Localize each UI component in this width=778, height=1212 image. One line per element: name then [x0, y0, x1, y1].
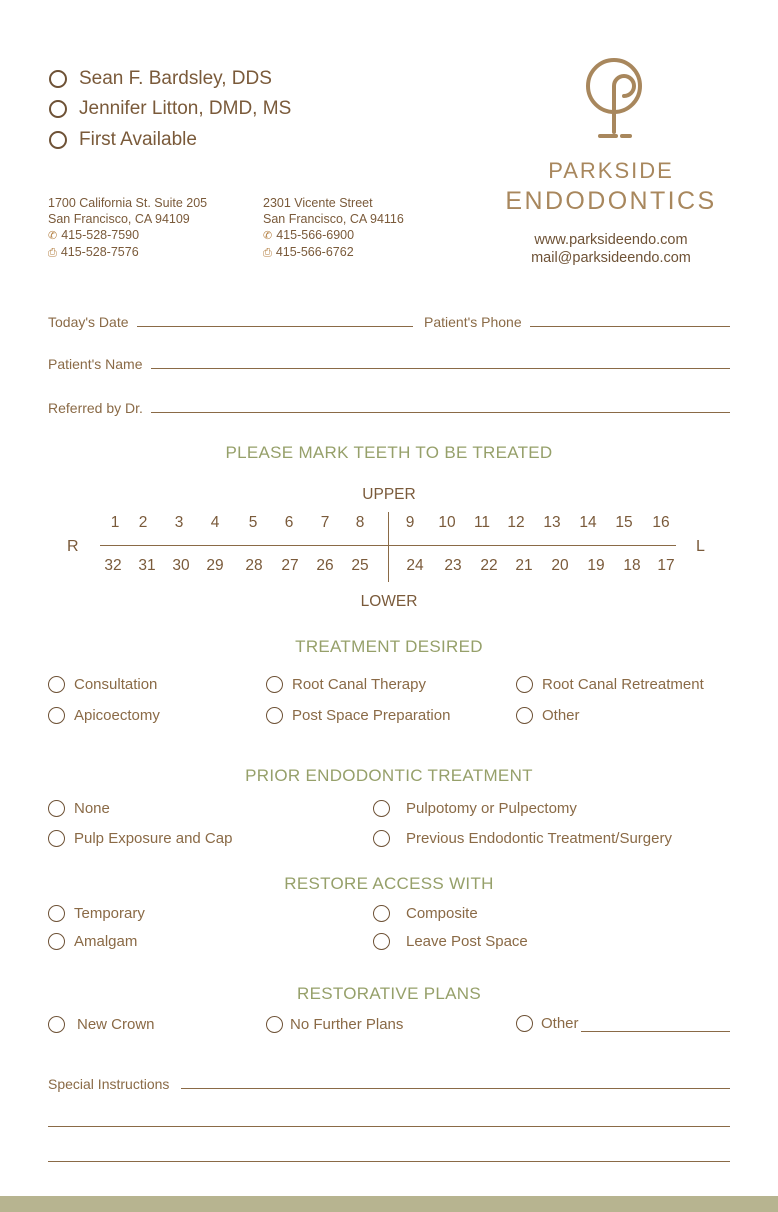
email-link[interactable]: mail@parksideendo.com	[531, 250, 691, 266]
upper-tooth-4[interactable]: 4	[210, 514, 220, 531]
lower-tooth-32[interactable]: 32	[104, 557, 122, 574]
lower-tooth-20[interactable]: 20	[551, 557, 569, 574]
special-instructions-field[interactable]	[48, 1072, 730, 1092]
option-label: Leave Post Space	[406, 932, 528, 950]
office-fax: 415-566-6762	[275, 245, 354, 259]
doctor-option-bardsley[interactable]	[49, 66, 272, 92]
special-instructions-line-3[interactable]	[48, 1161, 730, 1162]
patient-name-label: Patient's Name	[48, 356, 143, 372]
office-phone: 415-566-6900	[276, 228, 355, 242]
option-label: No Further Plans	[290, 1015, 404, 1033]
todays-date-label: Today's Date	[48, 314, 129, 330]
upper-label: UPPER	[362, 486, 416, 503]
radio-button[interactable]	[49, 100, 67, 118]
brand-line2: ENDODONTICS	[505, 187, 717, 215]
upper-tooth-3[interactable]: 3	[174, 514, 184, 531]
upper-tooth-8[interactable]: 8	[355, 514, 365, 531]
option-label: Root Canal Therapy	[292, 675, 426, 693]
lower-tooth-19[interactable]: 19	[587, 557, 605, 574]
patient-phone-field[interactable]	[424, 310, 730, 330]
office-fax: 415-528-7576	[60, 245, 139, 259]
phone-icon: ✆	[263, 230, 273, 242]
doctor-option-litton[interactable]	[49, 96, 291, 122]
upper-tooth-14[interactable]: 14	[579, 514, 597, 531]
doctor-label: First Available	[79, 129, 197, 150]
restore-amalgam[interactable]	[48, 930, 137, 952]
treatment-root-canal-retreatment[interactable]	[516, 673, 704, 695]
upper-tooth-11[interactable]: 11	[473, 514, 491, 531]
treatment-other[interactable]	[516, 704, 580, 726]
option-label: Amalgam	[74, 932, 138, 950]
footer-band	[0, 1196, 778, 1212]
patient-phone-line[interactable]	[530, 326, 730, 327]
lower-tooth-17[interactable]: 17	[657, 557, 675, 574]
lower-tooth-25[interactable]: 25	[351, 557, 369, 574]
option-label: New Crown	[77, 1015, 155, 1033]
treatment-post-space-preparation[interactable]	[266, 704, 450, 726]
radio-button[interactable]	[49, 131, 67, 149]
fax-icon: ⎙	[263, 247, 272, 259]
upper-tooth-15[interactable]: 15	[615, 514, 633, 531]
office-city: San Francisco, CA 94109	[48, 212, 190, 226]
lower-tooth-27[interactable]: 27	[281, 557, 299, 574]
special-instructions-line-2[interactable]	[48, 1126, 730, 1127]
upper-tooth-6[interactable]: 6	[284, 514, 294, 531]
todays-date-field[interactable]	[48, 310, 413, 330]
option-label: Previous Endodontic Treatment/Surgery	[406, 829, 672, 847]
upper-tooth-1[interactable]: 1	[110, 514, 120, 531]
prior-pulpotomy[interactable]	[373, 797, 577, 819]
doctor-label: Jennifer Litton, DMD, MS	[79, 98, 292, 119]
restore-access-title: RESTORE ACCESS WITH	[284, 874, 494, 893]
special-instructions-label: Special Instructions	[48, 1076, 170, 1092]
radio-button[interactable]	[373, 905, 390, 922]
radio-button[interactable]	[48, 707, 65, 724]
referred-by-label: Referred by Dr.	[48, 400, 143, 416]
upper-tooth-12[interactable]: 12	[507, 514, 525, 531]
upper-tooth-9[interactable]: 9	[405, 514, 415, 531]
special-instructions-line-1[interactable]	[181, 1088, 730, 1089]
plans-other-line[interactable]	[581, 1031, 730, 1032]
office-california	[48, 195, 207, 261]
lower-tooth-24[interactable]: 24	[406, 557, 424, 574]
patient-name-line[interactable]	[151, 368, 731, 369]
upper-tooth-5[interactable]: 5	[248, 514, 258, 531]
prior-treatment-title: PRIOR ENDODONTIC TREATMENT	[245, 766, 533, 785]
radio-button[interactable]	[48, 1016, 65, 1033]
left-side-label: L	[696, 538, 705, 555]
lower-label: LOWER	[360, 593, 418, 610]
lower-tooth-18[interactable]: 18	[623, 557, 641, 574]
referred-by-field[interactable]	[48, 396, 730, 416]
restore-leave-post-space[interactable]	[373, 930, 528, 952]
upper-teeth-row	[0, 514, 778, 536]
option-label: Other	[542, 706, 580, 724]
referred-by-line[interactable]	[151, 412, 730, 413]
option-label: Pulpotomy or Pulpectomy	[406, 799, 577, 817]
upper-tooth-16[interactable]: 16	[652, 514, 670, 531]
radio-button[interactable]	[516, 707, 533, 724]
option-label: Consultation	[74, 675, 158, 693]
brand-line1: PARKSIDE	[548, 158, 674, 183]
radio-button[interactable]	[373, 800, 390, 817]
restore-composite[interactable]	[373, 902, 478, 924]
upper-tooth-7[interactable]: 7	[320, 514, 330, 531]
radio-button[interactable]	[516, 676, 533, 693]
restorative-plans-title: RESTORATIVE PLANS	[297, 984, 481, 1003]
lower-tooth-26[interactable]: 26	[316, 557, 334, 574]
lower-teeth-row	[0, 557, 778, 579]
radio-button[interactable]	[48, 800, 65, 817]
radio-button[interactable]	[48, 933, 65, 950]
option-label: Pulp Exposure and Cap	[74, 829, 233, 847]
radio-button[interactable]	[373, 830, 390, 847]
radio-button[interactable]	[49, 70, 67, 88]
website-link[interactable]: www.parksideendo.com	[534, 232, 688, 248]
fax-icon: ⎙	[48, 247, 57, 259]
option-label: Other	[541, 1014, 579, 1032]
doctor-option-first-available[interactable]	[49, 127, 197, 153]
radio-button[interactable]	[48, 676, 65, 693]
treatment-apicoectomy[interactable]	[48, 704, 160, 726]
restore-temporary[interactable]	[48, 902, 145, 924]
radio-button[interactable]	[48, 830, 65, 847]
radio-button[interactable]	[48, 905, 65, 922]
patient-phone-label: Patient's Phone	[424, 314, 522, 330]
todays-date-line[interactable]	[137, 326, 414, 327]
upper-tooth-13[interactable]: 13	[543, 514, 561, 531]
upper-tooth-2[interactable]: 2	[138, 514, 148, 531]
prior-none[interactable]	[48, 797, 110, 819]
lower-tooth-31[interactable]: 31	[138, 557, 156, 574]
office-city: San Francisco, CA 94116	[263, 212, 404, 226]
plans-other[interactable]	[516, 1012, 730, 1034]
patient-name-field[interactable]	[48, 352, 730, 372]
lower-tooth-29[interactable]: 29	[206, 557, 224, 574]
plans-new-crown[interactable]	[48, 1013, 155, 1035]
option-label: Temporary	[74, 904, 145, 922]
plans-no-further[interactable]	[266, 1013, 403, 1035]
option-label: None	[74, 799, 110, 817]
radio-button[interactable]	[373, 933, 390, 950]
radio-button[interactable]	[516, 1015, 533, 1032]
lower-tooth-23[interactable]: 23	[444, 557, 462, 574]
office-street: 2301 Vicente Street	[263, 196, 373, 210]
lower-tooth-21[interactable]: 21	[515, 557, 533, 574]
prior-previous-endodontic[interactable]	[373, 827, 672, 849]
option-label: Composite	[406, 904, 478, 922]
lower-tooth-28[interactable]: 28	[245, 557, 263, 574]
parkside-logo-icon	[578, 56, 650, 144]
phone-icon: ✆	[48, 230, 58, 242]
prior-pulp-exposure[interactable]	[48, 827, 232, 849]
office-street: 1700 California St. Suite 205	[48, 196, 208, 210]
upper-tooth-10[interactable]: 10	[438, 514, 456, 531]
option-label: Post Space Preparation	[292, 706, 451, 724]
treatment-root-canal-therapy[interactable]	[266, 673, 426, 695]
option-label: Apicoectomy	[74, 706, 160, 724]
treatment-desired-title: TREATMENT DESIRED	[295, 637, 483, 656]
office-vicente	[263, 195, 404, 261]
radio-button[interactable]	[266, 676, 283, 693]
treatment-consultation[interactable]	[48, 673, 157, 695]
lower-tooth-30[interactable]: 30	[172, 557, 190, 574]
office-phone: 415-528-7590	[61, 228, 140, 242]
teeth-chart-title: PLEASE MARK TEETH TO BE TREATED	[225, 443, 553, 462]
option-label: Root Canal Retreatment	[542, 675, 704, 693]
doctor-label: Sean F. Bardsley, DDS	[79, 68, 272, 89]
radio-button[interactable]	[266, 1016, 283, 1033]
lower-tooth-22[interactable]: 22	[480, 557, 498, 574]
right-side-label: R	[67, 538, 79, 555]
radio-button[interactable]	[266, 707, 283, 724]
